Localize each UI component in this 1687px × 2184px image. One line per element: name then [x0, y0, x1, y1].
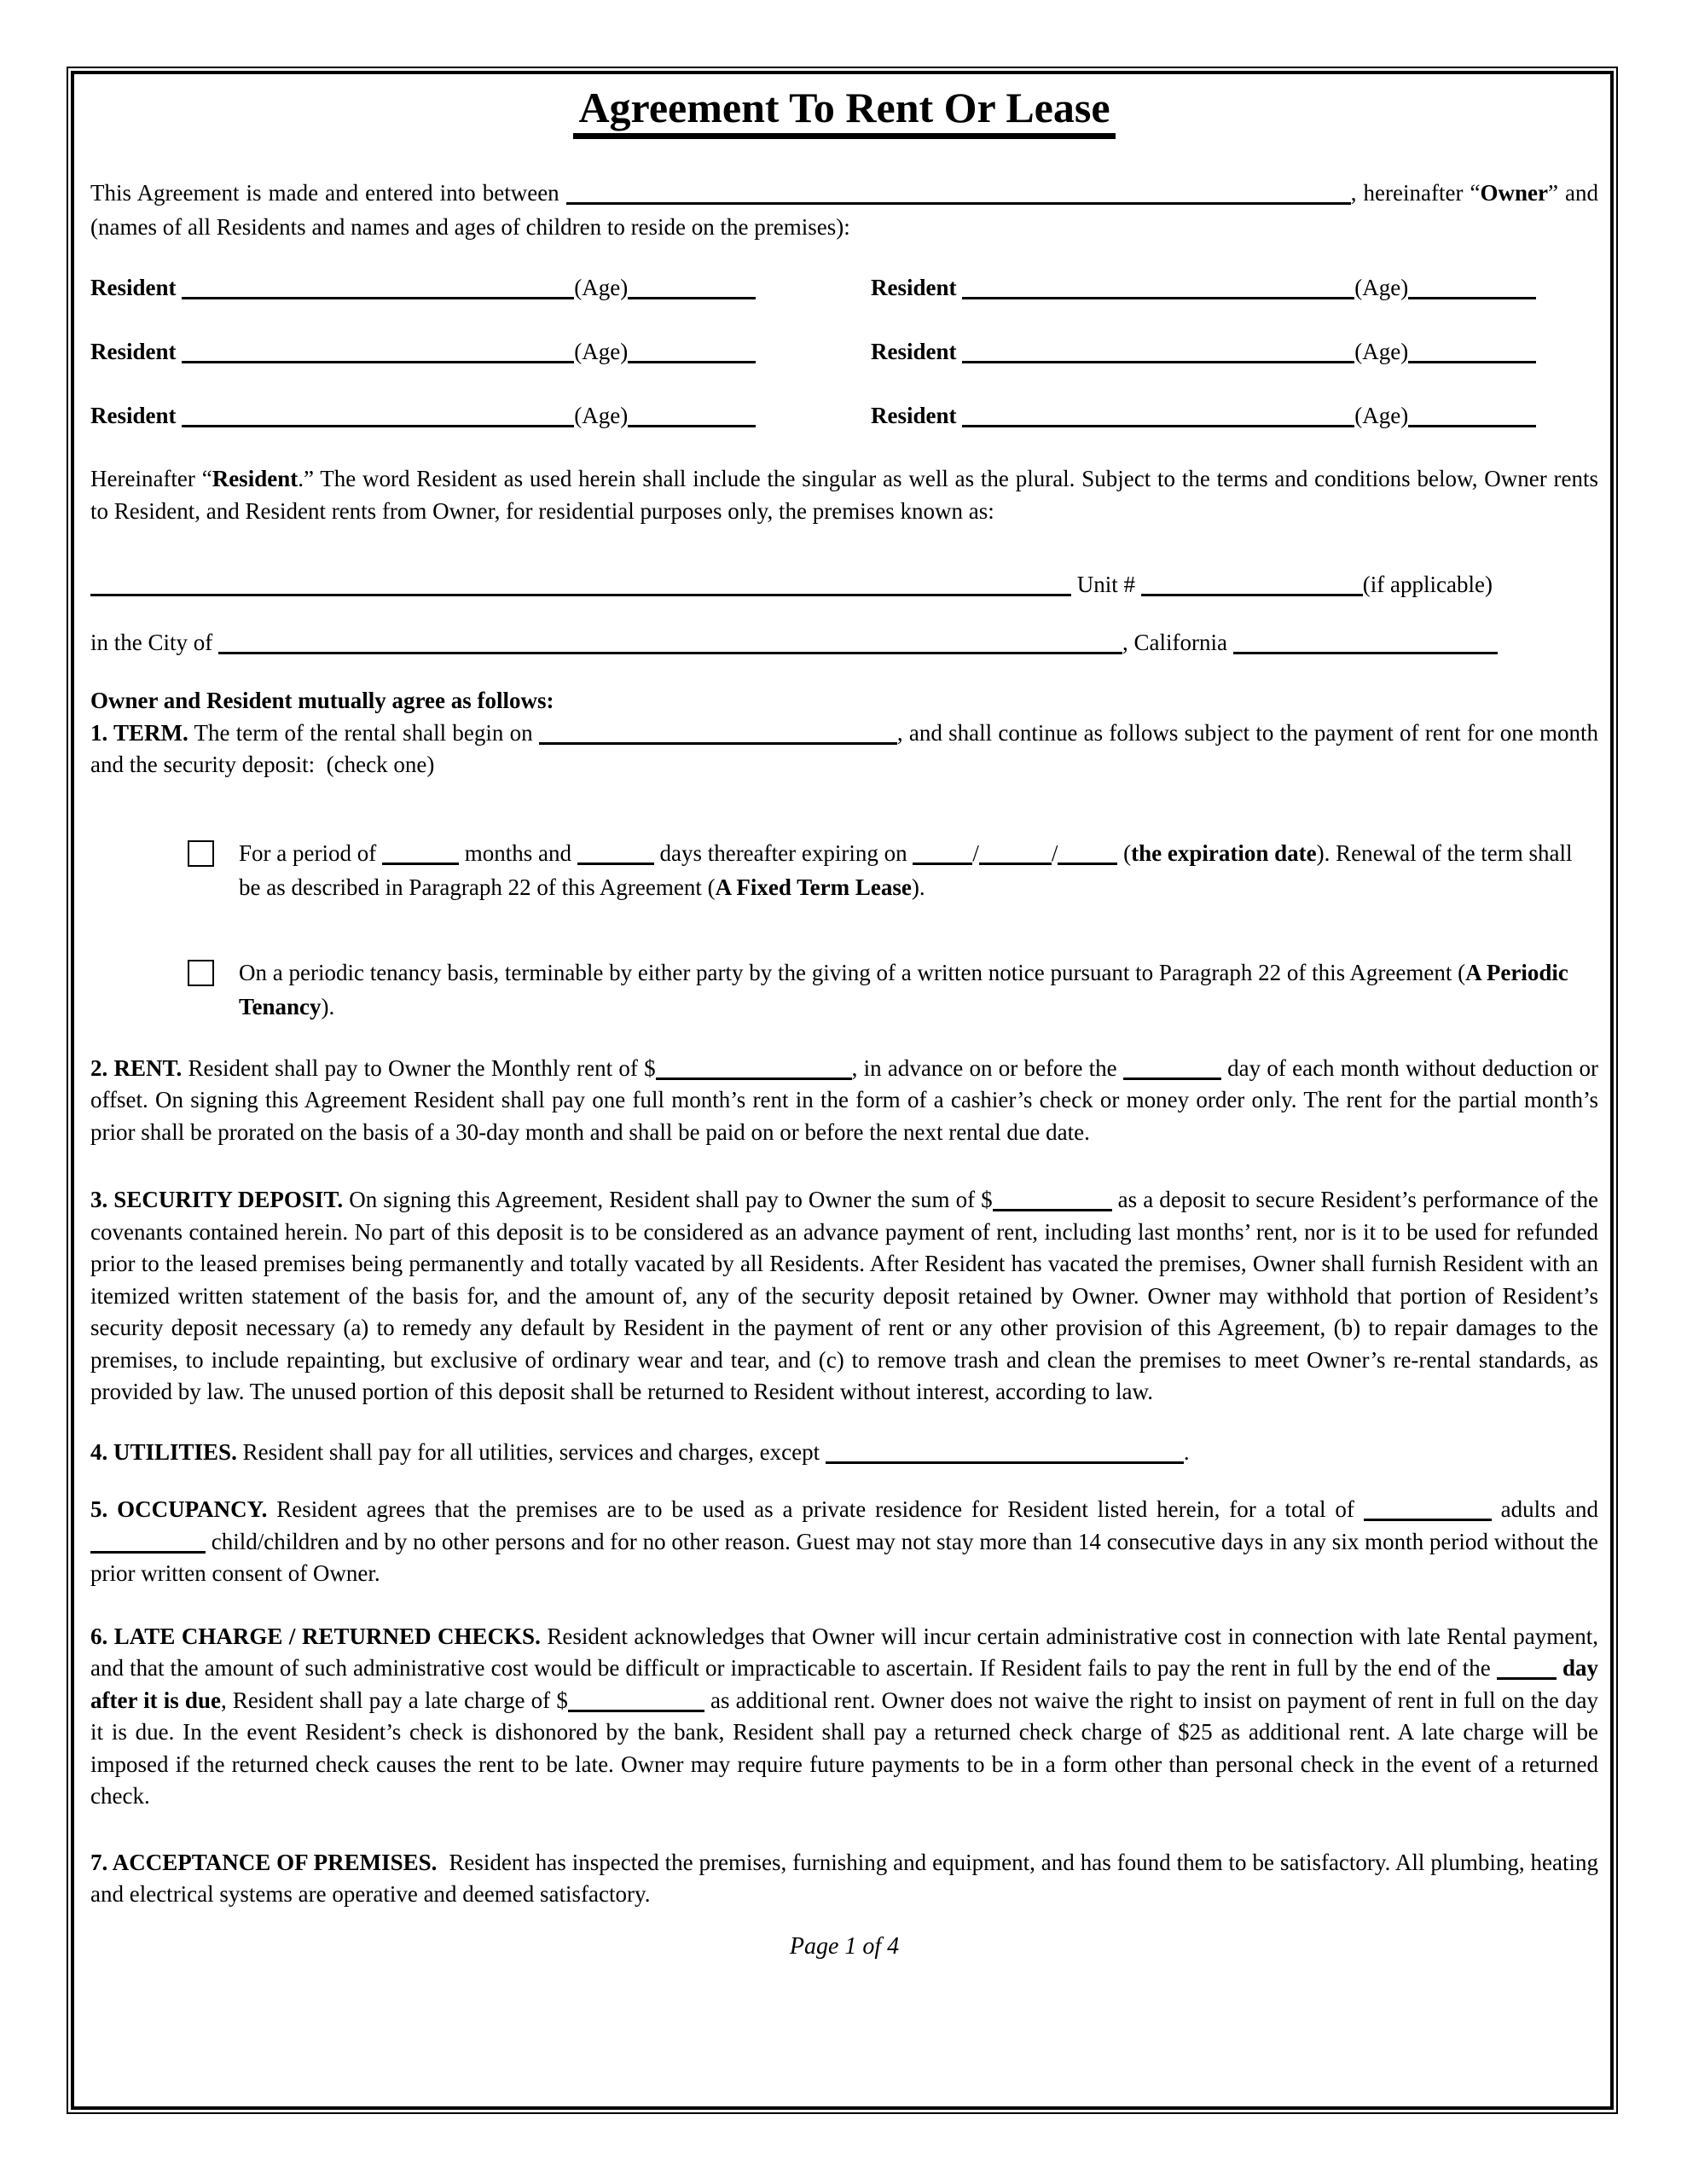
term-start-date-blank[interactable]: [539, 719, 897, 745]
age-label: (Age): [574, 275, 629, 300]
term-months-blank[interactable]: [382, 839, 459, 865]
occupancy-paragraph: 5. OCCUPANCY. Resident agrees that the premises are to be used as a private residence for Resident listed herein, for a total of adults and child/children and by no other persons and for no other reason. Guest may not stay more than 14 consecutive days in any six month period without the prior written consent of Owner.: [90, 1496, 1598, 1586]
page-border-outer: [67, 67, 1618, 2114]
rent-due-day-blank[interactable]: [1123, 1054, 1221, 1080]
expiration-month-blank[interactable]: [913, 839, 972, 865]
late-charge-paragraph: 6. LATE CHARGE / RETURNED CHECKS. Resident acknowledges that Owner will incur certain administrative cost in connection with late Rental payment, and that the amount of such administrative cost would be difficult or impracticable to ascertain. If Resident fails to pay the rent in full by the end of the day after it is due, Resident shall pay a late charge of $ as additional rent. Owner does not waive the right to insist on payment of rent in full on the day it is due. In the event Resident’s check is dishonored by the bank, Resident shall pay a returned check charge of $25 as additional rent. A late charge will be imposed if the returned check causes the rent to be late. Owner may require future payments to be in a form other than personal check in the event of a returned check.: [90, 1623, 1598, 1809]
resident-age-blank[interactable]: [628, 274, 756, 299]
page-number: Page 1 of 4: [789, 1932, 900, 1960]
page-title-text: Agreement To Rent Or Lease: [573, 84, 1115, 139]
age-label: (Age): [1354, 403, 1409, 428]
late-charge-amount-blank[interactable]: [568, 1687, 704, 1712]
resident-field: [90, 334, 818, 369]
resident-label: Resident: [90, 339, 183, 364]
resident-field: [90, 270, 818, 305]
city-blank[interactable]: [218, 629, 1122, 654]
owner-name-blank[interactable]: [566, 179, 1351, 205]
resident-age-blank[interactable]: [1408, 274, 1536, 299]
security-deposit-paragraph: 3. SECURITY DEPOSIT. On signing this Agreement, Resident shall pay to Owner the sum of $ as a deposit to secure Resident’s performance of the covenants contained herein. No part of this deposit is to be considered as an advance payment of rent, including last months’ rent, nor is it to be used for refunded prior to the leased premises being permanently and totally vacated by all Residents. After Resident has vacated the premises, Owner shall furnish Resident with an itemized written statement of the basis for, and the amount of, any of the security deposit retained by Owner. Owner may withhold that portion of Resident’s security deposit necessary (a) to remedy any default by Resident in the payment of rent or any other provision of this Agreement, (b) to repair damages to the premises, to include repainting, but exclusive of ordinary wear and tear, and (c) to remove trash and clean the premises to meet Owner’s re-rental standards, as provided by law. The unused portion of this deposit shall be returned to Resident without interest, according to law.: [90, 1187, 1598, 1404]
age-label: (Age): [574, 403, 629, 428]
intro-paragraph: This Agreement is made and entered into between , hereinafter “Owner” and (names of all Residents and names and ages of children to reside on the premises):: [90, 180, 1598, 240]
utilities-exception-blank[interactable]: [826, 1438, 1184, 1464]
resident-name-blank[interactable]: [962, 338, 1354, 363]
rent-paragraph: 2. RENT. Resident shall pay to Owner the Monthly rent of $ , in advance on or before the day of each month without deduction or offset. On signing this Agreement Resident shall pay one full month’s rent in the form of a cashier’s check or money order only. The rent for the partial month’s prior shall be prorated on the basis of a 30-day month and shall be paid on or before the next rental due date.: [90, 1054, 1598, 1145]
resident-name-blank[interactable]: [182, 274, 574, 299]
resident-field: [871, 334, 1598, 369]
expiration-year-blank[interactable]: [1058, 839, 1117, 865]
resident-field: [90, 398, 818, 433]
resident-name-blank[interactable]: [182, 338, 574, 363]
resident-age-blank[interactable]: [628, 402, 756, 427]
expiration-day-blank[interactable]: [979, 839, 1052, 865]
children-count-blank[interactable]: [90, 1528, 206, 1554]
resident-name-blank[interactable]: [962, 274, 1354, 299]
periodic-tenancy-checkbox[interactable]: [188, 960, 214, 986]
acceptance-paragraph: 7. ACCEPTANCE OF PREMISES. Resident has inspected the premises, furnishing and equipment, and has found them to be satisfactory. All plumbing, heating and electrical systems are operative and deemed satisfactory.: [90, 1849, 1598, 1907]
age-label: (Age): [1354, 339, 1409, 364]
age-label: (Age): [1354, 275, 1409, 300]
age-label: (Age): [574, 339, 629, 364]
unit-number-blank[interactable]: [1141, 571, 1363, 596]
resident-label: Resident: [871, 275, 963, 300]
resident-age-blank[interactable]: [628, 338, 756, 363]
periodic-tenancy-option-text: On a periodic tenancy basis, terminable by either party by the giving of a written notice pursuant to Paragraph 22 of this Agreement (A Periodic Tenancy).: [239, 959, 1568, 1019]
term-days-blank[interactable]: [577, 839, 654, 865]
resident-label: Resident: [90, 403, 183, 428]
deposit-amount-blank[interactable]: [993, 1186, 1112, 1211]
resident-field: [871, 270, 1598, 305]
term-option-periodic-tenancy: [188, 956, 1598, 1024]
state-extra-blank[interactable]: [1233, 629, 1498, 654]
late-day-blank[interactable]: [1497, 1654, 1557, 1680]
resident-field: [871, 398, 1598, 433]
utilities-paragraph: 4. UTILITIES. Resident shall pay for all utilities, services and charges, except .: [90, 1438, 1190, 1465]
hereinafter-paragraph: Hereinafter “Resident.” The word Resident as used herein shall include the singular as well as the plural. Subject to the terms and conditions below, Owner rents to Resident, and Resident rents from Owner, for residential purposes only, the premises known as:: [90, 466, 1598, 524]
fixed-lease-checkbox[interactable]: [188, 840, 214, 867]
city-state-line: in the City of , California: [90, 625, 1598, 659]
agreement-heading: Owner and Resident mutually agree as follows:: [90, 688, 554, 713]
page-border-inner: [71, 71, 1614, 2110]
term-paragraph: 1. TERM. The term of the rental shall begin on , and shall continue as follows subject to the payment of rent for one month and the security deposit: (check one): [90, 719, 1599, 777]
fixed-lease-option-text: For a period of months and days thereafter expiring on / / (the expiration date). Renewal of the term shall be as described in Paragraph 22 of this Agreement (A Fixed Term Lease).: [239, 839, 1573, 900]
resident-grid: [90, 270, 1598, 433]
term-option-fixed-lease: [188, 836, 1598, 904]
resident-age-blank[interactable]: [1408, 402, 1536, 427]
resident-label: Resident: [871, 403, 963, 428]
premises-address-blank[interactable]: [90, 571, 1071, 596]
resident-label: Resident: [871, 339, 963, 364]
resident-name-blank[interactable]: [182, 402, 574, 427]
page-title: [90, 84, 1598, 139]
adults-count-blank[interactable]: [1364, 1496, 1492, 1521]
resident-label: Resident: [90, 275, 183, 300]
resident-age-blank[interactable]: [1408, 338, 1536, 363]
resident-name-blank[interactable]: [962, 402, 1354, 427]
monthly-rent-blank[interactable]: [656, 1054, 852, 1080]
premises-address-line: Unit # (if applicable): [90, 567, 1598, 601]
